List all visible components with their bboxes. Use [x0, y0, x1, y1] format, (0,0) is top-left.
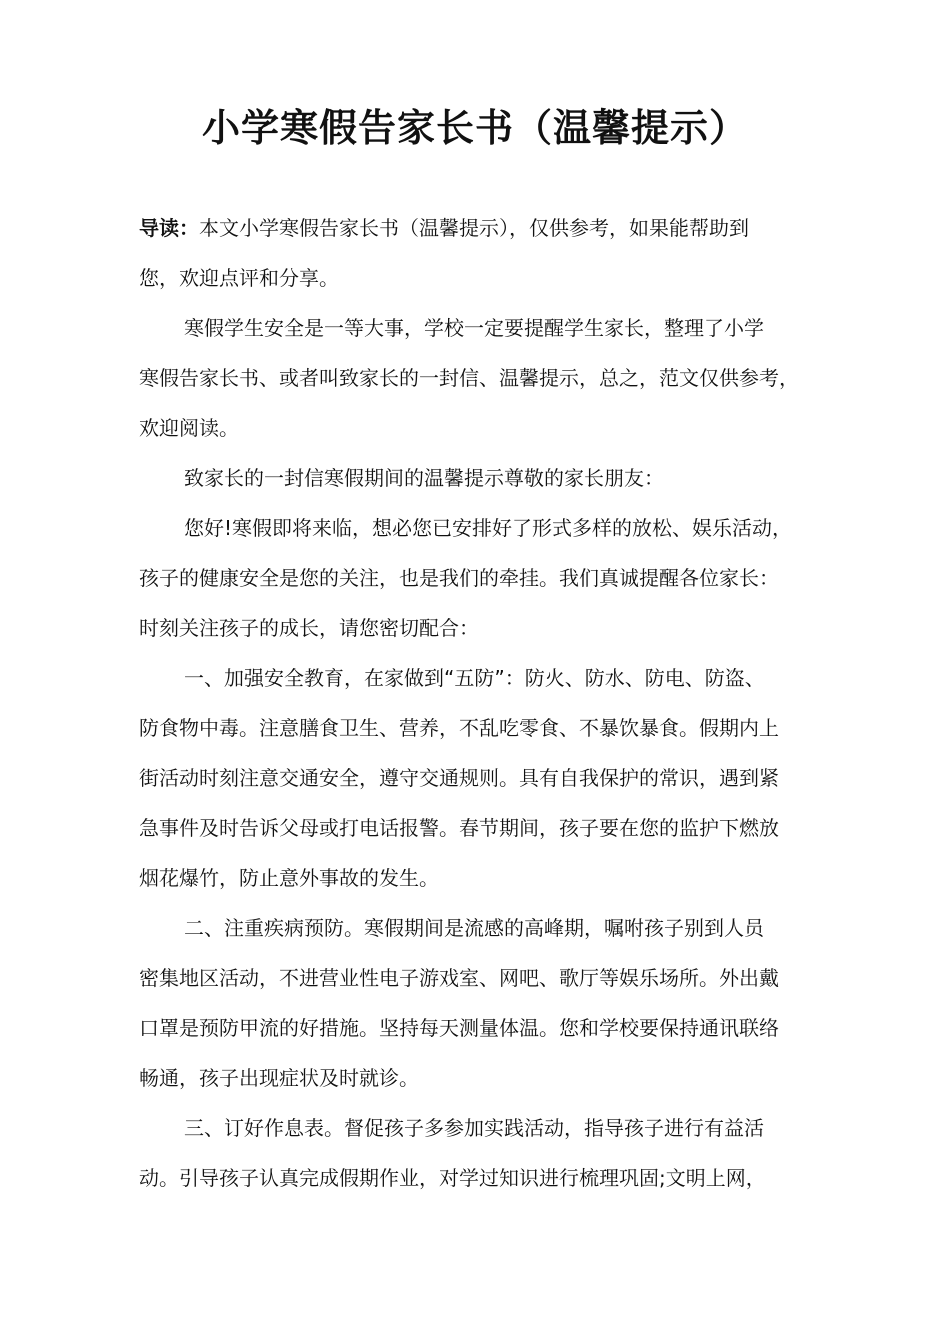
text-line-content: 致家长的一封信寒假期间的温馨提示尊敬的家长朋友：: [184, 466, 664, 490]
document-title: 小学寒假告家长书（温馨提示）: [201, 106, 748, 150]
text-line-content: 急事件及时告诉父母或打电话报警。春节期间，孩子要在您的监护下燃放: [139, 816, 779, 840]
text-line: [139, 753, 831, 803]
text-line-content: 时刻关注孩子的成长，请您密切配合：: [139, 616, 479, 640]
text-line: [139, 503, 831, 553]
text-line: [139, 353, 831, 403]
text-line: [139, 303, 831, 353]
text-line: [139, 903, 831, 953]
text-line: [139, 803, 831, 853]
text-line: [139, 1103, 831, 1153]
text-line-content: 畅通，孩子出现症状及时就诊。: [139, 1066, 419, 1090]
text-line: [139, 203, 831, 253]
text-line: [139, 403, 831, 453]
text-line: [139, 653, 831, 703]
text-line-content: 孩子的健康安全是您的关注，也是我们的牵挂。我们真诚提醒各位家长：: [139, 566, 779, 590]
text-line: [139, 603, 831, 653]
document-body: [139, 203, 831, 1203]
lead-label: 导读：: [139, 216, 199, 240]
text-line-content: 一、加强安全教育，在家做到“五防”：防火、防水、防电、防盗、: [184, 666, 765, 690]
text-line: [139, 1153, 831, 1203]
text-line-content: 烟花爆竹，防止意外事故的发生。: [139, 866, 439, 890]
text-line-content: 寒假学生安全是一等大事，学校一定要提醒学生家长，整理了小学: [184, 316, 764, 340]
text-line: [139, 553, 831, 603]
text-line-content: 三、订好作息表。督促孩子多参加实践活动，指导孩子进行有益活: [184, 1116, 764, 1140]
text-line-content: 二、注重疾病预防。寒假期间是流感的高峰期，嘱咐孩子别到人员: [184, 916, 764, 940]
text-line: [139, 703, 831, 753]
text-line-content: 防食物中毒。注意膳食卫生、营养，不乱吃零食、不暴饮暴食。假期内上: [139, 716, 779, 740]
text-line-content: 寒假告家长书、或者叫致家长的一封信、温馨提示，总之，范文仅供参考，: [139, 366, 799, 390]
text-line: [139, 853, 831, 903]
text-line-content: 动。引导孩子认真完成假期作业，对学过知识进行梳理巩固;文明上网，: [139, 1166, 766, 1190]
text-line-content: 本文小学寒假告家长书（温馨提示），仅供参考，如果能帮助到: [199, 216, 749, 240]
text-line: [139, 453, 831, 503]
text-line-content: 密集地区活动，不进营业性电子游戏室、网吧、歌厅等娱乐场所。外出戴: [139, 966, 779, 990]
text-line: [139, 953, 831, 1003]
text-line: [139, 1003, 831, 1053]
text-line-content: 口罩是预防甲流的好措施。坚持每天测量体温。您和学校要保持通讯联络: [139, 1016, 779, 1040]
text-line-content: 您好!寒假即将来临，想必您已安排好了形式多样的放松、娱乐活动，: [184, 516, 793, 540]
text-line: [139, 253, 831, 303]
text-line: [139, 1053, 831, 1103]
text-line-content: 街活动时刻注意交通安全，遵守交通规则。具有自我保护的常识，遇到紧: [139, 766, 779, 790]
text-line-content: 欢迎阅读。: [139, 416, 239, 440]
text-line-content: 您，欢迎点评和分享。: [139, 266, 339, 290]
